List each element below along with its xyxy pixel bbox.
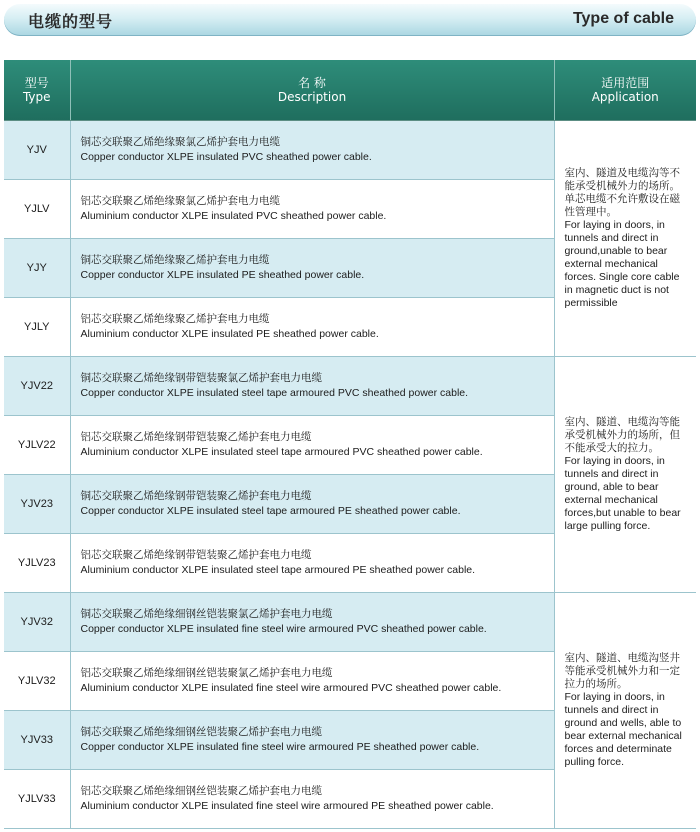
cable-description [70, 239, 554, 298]
cable-description [70, 357, 554, 416]
cable-type-table-wrapper [4, 60, 696, 830]
description-chinese: 铜芯交联聚乙烯绝缘聚氯乙烯护套电力电缆 [80, 136, 280, 148]
description-chinese: 铝芯交联聚乙烯绝缘细钢丝铠装聚氯乙烯护套电力电缆 [80, 667, 333, 679]
description-english: Copper conductor XLPE insulated PE sheathed power cable. [80, 269, 365, 281]
table-row [4, 121, 696, 180]
description-chinese: 铜芯交联聚乙烯绝缘聚乙烯护套电力电缆 [80, 254, 270, 266]
cable-description [70, 121, 554, 180]
description-english: Copper conductor XLPE insulated steel tape armoured PE sheathed power cable. [80, 505, 461, 517]
description-chinese: 铜芯交联聚乙烯绝缘钢带铠装聚氯乙烯护套电力电缆 [80, 372, 322, 384]
description-chinese: 铝芯交联聚乙烯绝缘聚氯乙烯护套电力电缆 [80, 195, 280, 207]
description-english: Copper conductor XLPE insulated PVC sheathed power cable. [80, 151, 372, 163]
description-english: Copper conductor XLPE insulated fine steel wire armoured PE sheathed power cable. [80, 741, 480, 753]
application-chinese: 室内、隧道、电缆沟等能承受机械外力的场所，但不能承受大的拉力。 [564, 416, 680, 454]
cable-description [70, 652, 554, 711]
description-chinese: 铝芯交联聚乙烯绝缘钢带铠装聚乙烯护套电力电缆 [80, 549, 312, 561]
cable-type-code: YJV [4, 121, 70, 180]
title-english: Type of cable [572, 10, 674, 27]
application-english: For laying in doors, in tunnels and direct in ground, able to bear external mechanical forces,but unable to bear large pulling force. [564, 455, 681, 532]
cable-description [70, 711, 554, 770]
description-english: Aluminium conductor XLPE insulated steel tape armoured PVC sheathed power cable. [80, 446, 483, 458]
header-application: 适用范围 Application [554, 60, 696, 121]
description-english: Aluminium conductor XLPE insulated PVC sheathed power cable. [80, 210, 387, 222]
title-banner [4, 4, 696, 36]
application-english: For laying in doors, in tunnels and direct in ground and wells, able to bear external mechanical forces and determinate pulling force. [564, 691, 682, 768]
header-type: 型号 Type [4, 60, 70, 121]
cable-description [70, 770, 554, 829]
description-chinese: 铜芯交联聚乙烯绝缘细钢丝铠装聚乙烯护套电力电缆 [80, 726, 322, 738]
table-row [4, 357, 696, 416]
cable-type-code: YJLV22 [4, 416, 70, 475]
cable-description [70, 593, 554, 652]
title-chinese: 电缆的型号 [28, 12, 114, 31]
description-english: Copper conductor XLPE insulated steel tape armoured PVC sheathed power cable. [80, 387, 469, 399]
application-chinese: 室内、隧道及电缆沟等不能承受机械外力的场所。单芯电缆不允许敷设在磁性管理中。 [564, 167, 680, 218]
application-cell [554, 593, 696, 829]
cable-type-code: YJLV33 [4, 770, 70, 829]
description-chinese: 铝芯交联聚乙烯绝缘钢带铠装聚乙烯护套电力电缆 [80, 431, 312, 443]
description-chinese: 铝芯交联聚乙烯绝缘细钢丝铠装聚乙烯护套电力电缆 [80, 785, 322, 797]
description-chinese: 铜芯交联聚乙烯绝缘钢带铠装聚乙烯护套电力电缆 [80, 490, 312, 502]
cable-description [70, 298, 554, 357]
header-description: 名 称 Description [70, 60, 554, 121]
cable-type-code: YJLY [4, 298, 70, 357]
application-cell [554, 357, 696, 593]
application-cell [554, 121, 696, 357]
cable-type-code: YJV33 [4, 711, 70, 770]
description-english: Aluminium conductor XLPE insulated steel tape armoured PE sheathed power cable. [80, 564, 476, 576]
cable-type-code: YJLV [4, 180, 70, 239]
description-english: Aluminium conductor XLPE insulated fine steel wire armoured PVC sheathed power cable. [80, 682, 502, 694]
table-row [4, 593, 696, 652]
description-english: Aluminium conductor XLPE insulated fine steel wire armoured PE sheathed power cable. [80, 800, 494, 812]
cable-description [70, 475, 554, 534]
table-header-row [4, 60, 696, 121]
cable-type-code: YJV23 [4, 475, 70, 534]
application-english: For laying in doors, in tunnels and direct in ground,unable to bear external mechanical forces. Single core cable in magnetic duct is not permissible [564, 219, 680, 309]
cable-type-code: YJY [4, 239, 70, 298]
cable-type-code: YJLV32 [4, 652, 70, 711]
cable-type-table [4, 60, 696, 829]
cable-description [70, 180, 554, 239]
cable-type-code: YJV22 [4, 357, 70, 416]
description-english: Aluminium conductor XLPE insulated PE sheathed power cable. [80, 328, 379, 340]
cable-type-code: YJLV23 [4, 534, 70, 593]
cable-type-code: YJV32 [4, 593, 70, 652]
application-chinese: 室内、隧道、电缆沟竖井等能承受机械外力和一定拉力的场所。 [564, 652, 680, 690]
description-chinese: 铝芯交联聚乙烯绝缘聚乙烯护套电力电缆 [80, 313, 270, 325]
description-chinese: 铜芯交联聚乙烯绝缘细钢丝铠装聚氯乙烯护套电力电缆 [80, 608, 333, 620]
cable-description [70, 416, 554, 475]
description-english: Copper conductor XLPE insulated fine steel wire armoured PVC sheathed power cable. [80, 623, 487, 635]
cable-description [70, 534, 554, 593]
